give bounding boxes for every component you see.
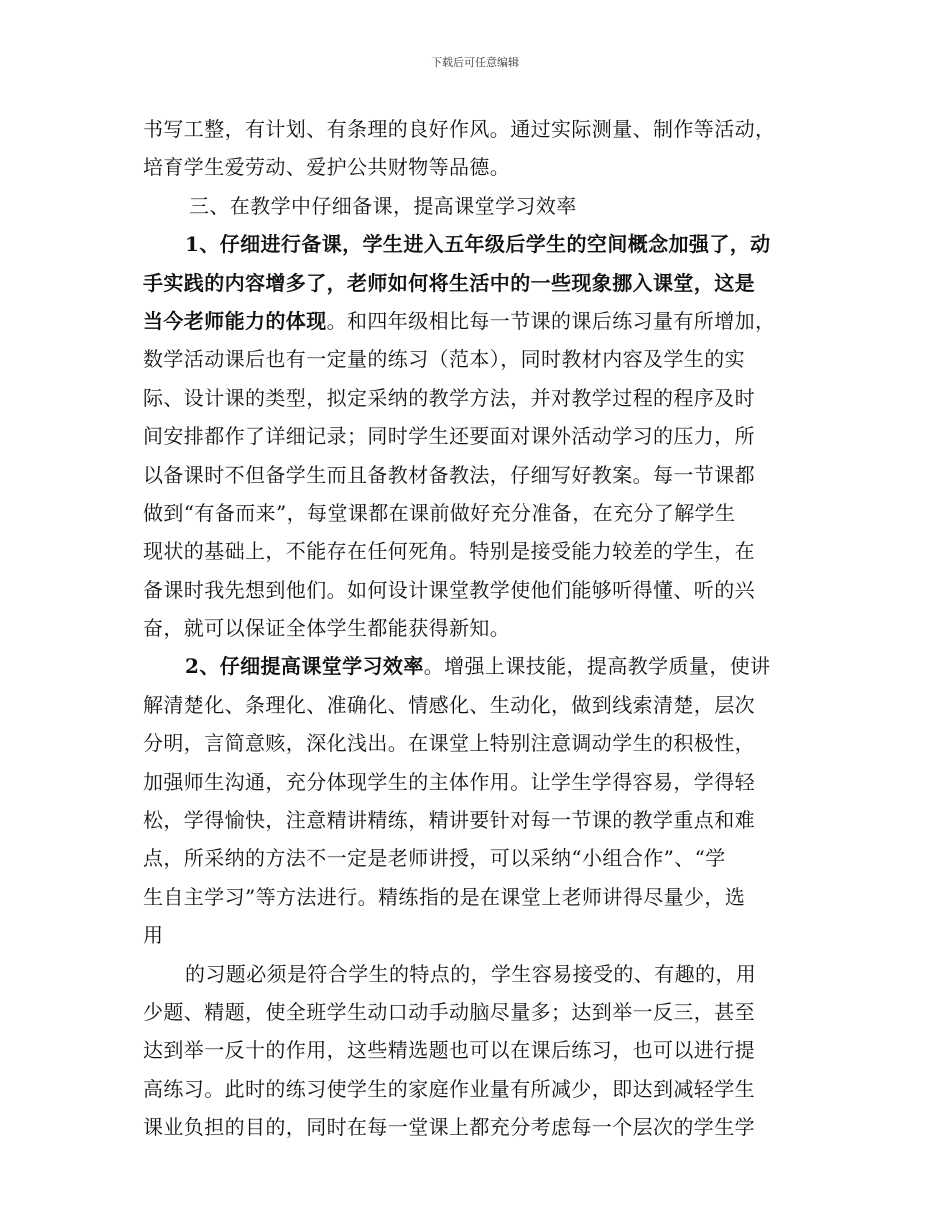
text-line: 培育学生爱劳动、爱护公共财物等品德。 — [143, 155, 511, 180]
text-line: 松，学得愉快，注意精讲精练，精讲要针对每一节课的教学重点和难 — [143, 808, 755, 833]
text-line-mixed — [143, 647, 825, 685]
text-line: 解清楚化、条理化、准确化、情感化、生动化，做到线索清楚，层次 — [143, 692, 755, 717]
text-line: 做到“有备而来”，每堂课都在课前做好充分准备，在充分了解学生 — [143, 500, 736, 525]
text-line: 达到举一反十的作用，这些精选题也可以在课后练习，也可以进行提 — [143, 1038, 755, 1063]
body-text — [143, 110, 825, 1147]
plain-text: 。和四年级相比每一节课的课后练习量有所增加， — [326, 308, 776, 333]
text-line: 奋，就可以保证全体学生都能获得新知。 — [143, 616, 511, 641]
text-line: 备课时我先想到他们。如何设计课堂教学使他们能够听得懂、听的兴 — [143, 577, 755, 602]
text-line: 少题、精题，使全班学生动口动手动脑尽量多；达到举一反三，甚至 — [143, 999, 755, 1024]
text-line: 际、设计课的类型，拟定采纳的教学方法，并对教学过程的程序及时 — [143, 385, 755, 410]
bold-text: 2、仔细提高课堂学习效率 — [185, 654, 424, 679]
text-line: 分明，言简意赅，深化浅出。在课堂上特别注意调动学生的积极性， — [143, 731, 755, 756]
text-line: 的习题必须是符合学生的特点的，学生容易接受的、有趣的，用 — [185, 961, 757, 986]
section-heading: 三、在教学中仔细备课，提高课堂学习效率 — [189, 193, 577, 218]
page-header: 下载后可任意编辑 — [431, 56, 519, 69]
text-line: 生自主学习”等方法进行。精练指的是在课堂上老师讲得尽量少，选 — [143, 884, 746, 909]
text-line: 数学活动课后也有一定量的练习（范本），同时教材内容及学生的实 — [143, 347, 745, 372]
text-line: 间安排都作了详细记录；同时学生还要面对课外活动学习的压力，所 — [143, 424, 755, 449]
text-line: 用 — [143, 923, 164, 948]
text-line: 加强师生沟通，充分体现学生的主体作用。让学生学得容易，学得轻 — [143, 769, 755, 794]
text-line: 以备课时不但备学生而且备教材备教法，仔细写好教案。每一节课都 — [143, 462, 755, 487]
text-line: 高练习。此时的练习使学生的家庭作业量有所减少，即达到减轻学生 — [143, 1076, 755, 1101]
text-line: 现状的基础上，不能存在任何死角。特别是接受能力较差的学生，在 — [143, 539, 755, 564]
text-line-mixed — [143, 302, 825, 340]
text-line-bold: 手实践的内容增多了，老师如何将生活中的一些现象挪入课堂，这是 — [143, 270, 755, 295]
text-line: 课业负担的目的，同时在每一堂课上都充分考虑每一个层次的学生学 — [143, 1115, 755, 1140]
bold-text: 当今老师能力的体现 — [143, 308, 327, 333]
text-line-bold: 1、仔细进行备课，学生进入五年级后学生的空间概念加强了，动 — [185, 232, 771, 257]
text-line: 书写工整，有计划、有条理的良好作风。通过实际测量、制作等活动， — [143, 117, 776, 141]
plain-text: 。增强上课技能，提高教学质量，使讲 — [423, 654, 771, 679]
text-line: 点，所采纳的方法不一定是老师讲授，可以采纳“小组合作”、“学 — [143, 846, 726, 871]
